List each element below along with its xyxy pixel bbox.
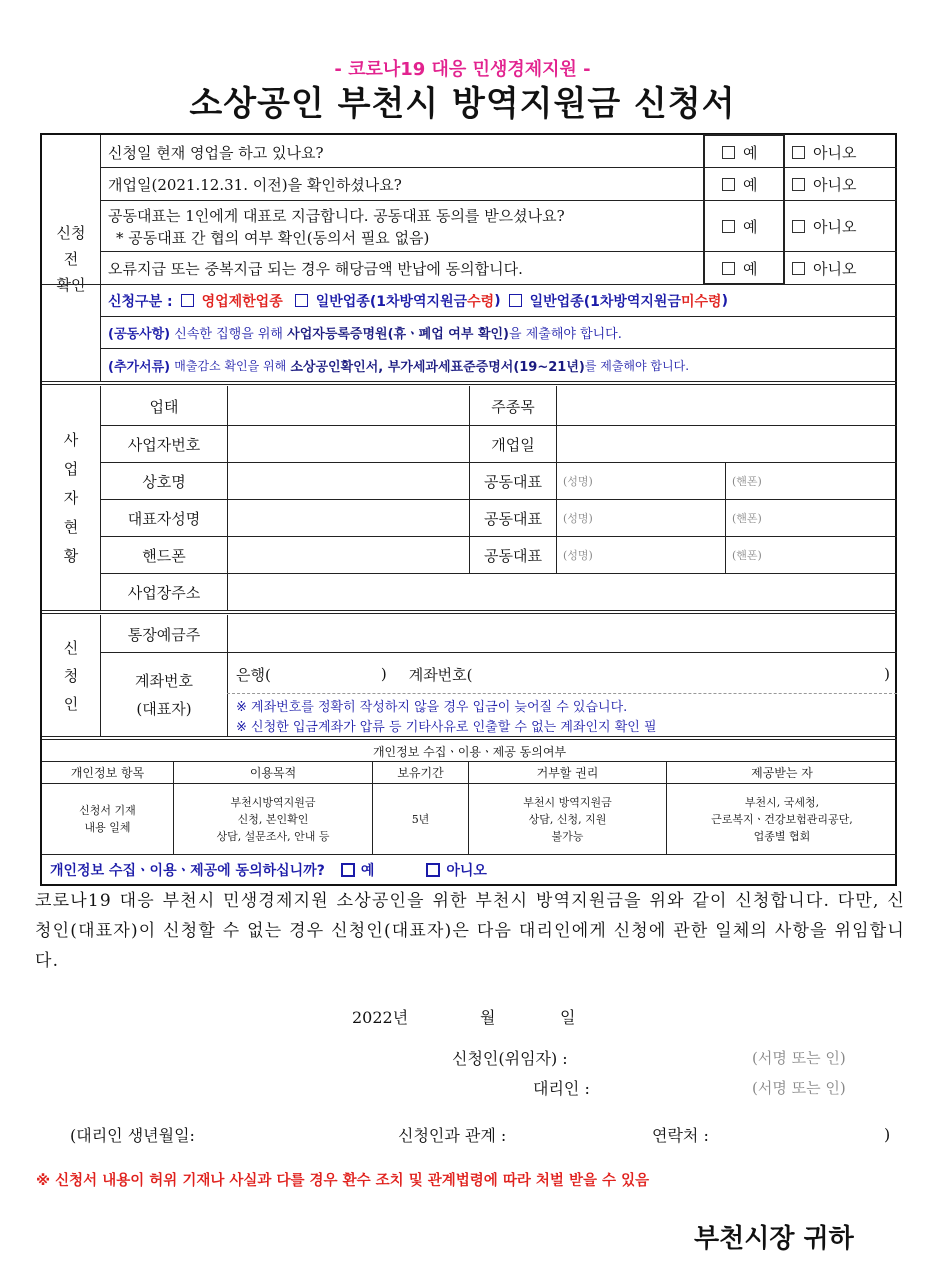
applicant-section-label: 신 청 인 — [63, 639, 79, 713]
date-day: 일 — [560, 1007, 576, 1027]
false-claim-warning: ※ 신청서 내용이 허위 기재나 사실과 다를 경우 환수 조치 및 관계법령에 따라 처벌 받을 수 있음 — [36, 1172, 650, 1189]
label-business-address: 사업장주소 — [127, 584, 201, 602]
field-trade-name[interactable] — [228, 463, 469, 499]
privacy-cell-refusal: 부천시 방역지원금 상담, 신청, 지원 불가능 — [523, 795, 612, 843]
q1-yes-checkbox[interactable]: 예 — [722, 137, 758, 167]
label-co-rep-3: 공동대표 — [484, 546, 542, 565]
checkbox-icon — [792, 262, 805, 275]
agent-birth-label: (대리인 생년월일: — [70, 1125, 195, 1145]
label-account-number: 계좌번호 (대표자) — [135, 672, 193, 718]
agent-info-close: ) — [884, 1124, 891, 1144]
label-co-rep-2: 공동대표 — [484, 509, 542, 528]
q4-no-checkbox[interactable]: 아니오 — [792, 253, 856, 284]
label-trade-name: 상호명 — [142, 472, 186, 491]
field-bank-account[interactable]: 은행( ) 계좌번호( ) — [236, 665, 890, 684]
privacy-cell-retention: 5년 — [411, 812, 430, 826]
label-business-type: 업태 — [149, 397, 179, 416]
checkbox-icon — [792, 178, 805, 191]
agent-contact-label: 연락처 : — [652, 1125, 709, 1145]
form-subtitle: - 코로나19 대응 민생경제지원 - — [334, 59, 591, 80]
agent-relation-label: 신청인과 관계 : — [398, 1125, 507, 1145]
category-row: 신청구분 : 영업제한업종 일반업종(1차방역지원금 수령 ) 일반업종(1차방역지원금 미수령 ) — [108, 292, 728, 310]
field-mobile[interactable] — [228, 537, 469, 573]
date-month: 월 — [480, 1007, 496, 1027]
privacy-header-recipient: 제공받는 자 — [751, 766, 813, 780]
date-year: 2022년 — [352, 1007, 409, 1027]
account-note-2: ※ 신청한 입금계좌가 압류 등 기타사유로 인출할 수 없는 계좌인지 확인 필 — [236, 719, 657, 735]
agent-signature-label: 대리인 : — [533, 1078, 590, 1098]
label-main-item: 주종목 — [491, 397, 535, 416]
precheck-section-label: 신청 전 확인 — [56, 224, 86, 294]
question-2: 개업일(2021.12.31. 이전)을 확인하셨나요? — [108, 176, 402, 194]
label-mobile: 핸드폰 — [142, 546, 186, 565]
field-opening-date[interactable] — [557, 426, 896, 462]
extra-docs-note: (추가서류) 매출감소 확인을 위해 소상공인확인서, 부가세과세표준증명서(19~21년) 를 제출해야 합니다. — [108, 358, 690, 375]
field-main-item[interactable] — [557, 387, 896, 425]
privacy-consent-row: 개인정보 수집ㆍ이용ㆍ제공에 동의하십니까? 예 아니오 — [50, 863, 487, 879]
label-business-number: 사업자번호 — [127, 435, 201, 454]
applicant-signature-label: 신청인(위임자) : — [452, 1048, 568, 1068]
account-note-1: ※ 계좌번호를 정확히 작성하지 않을 경우 입금이 늦어질 수 있습니다. — [236, 699, 628, 715]
agent-signature-field[interactable]: (서명 또는 인) — [752, 1078, 846, 1097]
checkbox-icon — [792, 146, 805, 159]
field-business-number[interactable] — [228, 426, 469, 462]
co-rep-3-phone-field[interactable]: (핸폰) — [732, 549, 762, 562]
q3-no-checkbox[interactable]: 아니오 — [792, 202, 856, 251]
privacy-header-item: 개인정보 항목 — [70, 766, 145, 780]
q4-yes-checkbox[interactable]: 예 — [722, 253, 758, 284]
co-rep-1-phone-field[interactable]: (핸폰) — [732, 475, 762, 488]
field-business-type[interactable] — [228, 387, 469, 425]
privacy-cell-recipient: 부천시, 국세청, 근로복지ㆍ건강보험관리공단, 업종별 협회 — [711, 795, 853, 843]
checkbox-icon — [722, 178, 735, 191]
co-rep-1-name-field[interactable]: (성명) — [563, 475, 593, 488]
common-docs-note: (공동사항) 신속한 집행을 위해 사업자등록증명원(휴ㆍ폐업 여부 확인) 을 제출해야 합니다. — [108, 327, 622, 342]
delegation-statement: 코로나19 대응 부천시 민생경제지원 소상공인을 위한 부천시 방역지원금을 위와 같이 신청합니다. 다만, 신청인(대표자)이 신청할 수 없는 경우 신청인(대표자)은 다음 대리인에게 신청에 관한 일체의 사항을 위임합니다. — [35, 891, 905, 971]
question-4: 오류지급 또는 중복지급 되는 경우 해당금액 반납에 동의합니다. — [108, 260, 523, 278]
checkbox-icon — [722, 146, 735, 159]
privacy-cell-item: 신청서 기재 내용 일체 — [79, 804, 136, 834]
privacy-title: 개인정보 수집ㆍ이용ㆍ제공 동의여부 — [372, 744, 567, 759]
checkbox-icon — [722, 262, 735, 275]
checkbox-icon — [792, 220, 805, 233]
label-representative-name: 대표자성명 — [127, 509, 201, 528]
privacy-cell-purpose: 부천시방역지원금 신청, 본인확인 상담, 설문조사, 안내 등 — [216, 795, 330, 843]
field-business-address[interactable] — [228, 574, 896, 611]
co-rep-3-name-field[interactable]: (성명) — [563, 549, 593, 562]
co-rep-2-name-field[interactable]: (성명) — [563, 512, 593, 525]
checkbox-icon — [722, 220, 735, 233]
q1-no-checkbox[interactable]: 아니오 — [792, 137, 856, 167]
label-opening-date: 개업일 — [491, 435, 535, 454]
q3-yes-checkbox[interactable]: 예 — [722, 202, 758, 251]
label-co-rep-1: 공동대표 — [484, 472, 542, 491]
privacy-header-purpose: 이용목적 — [249, 766, 297, 780]
consent-yes-checkbox[interactable] — [341, 863, 355, 877]
applicant-signature-field[interactable]: (서명 또는 인) — [752, 1048, 846, 1067]
q2-no-checkbox[interactable]: 아니오 — [792, 169, 856, 200]
field-representative-name[interactable] — [228, 500, 469, 536]
consent-no-checkbox[interactable] — [426, 863, 440, 877]
privacy-header-refusal: 거부할 권리 — [536, 766, 599, 780]
category-general-notreceived-checkbox[interactable] — [509, 294, 522, 307]
business-section-label: 사 업 자 현 황 — [63, 431, 79, 565]
q2-yes-checkbox[interactable]: 예 — [722, 169, 758, 200]
co-rep-2-phone-field[interactable]: (핸폰) — [732, 512, 762, 525]
label-account-holder: 통장예금주 — [127, 625, 201, 644]
field-account-holder[interactable] — [228, 616, 896, 652]
question-1: 신청일 현재 영업을 하고 있나요? — [108, 143, 324, 162]
category-limited-checkbox[interactable] — [181, 294, 194, 307]
question-3: 공동대표는 1인에게 대표로 지급합니다. 공동대표 동의를 받으셨나요? * 공동대표 간 협의 여부 확인(동의서 필요 없음) — [108, 206, 565, 247]
form-title: 소상공인 부천시 방역지원금 신청서 — [189, 84, 736, 124]
privacy-header-retention: 보유기간 — [397, 766, 444, 780]
addressee: 부천시장 귀하 — [694, 1223, 854, 1254]
category-general-received-checkbox[interactable] — [295, 294, 308, 307]
